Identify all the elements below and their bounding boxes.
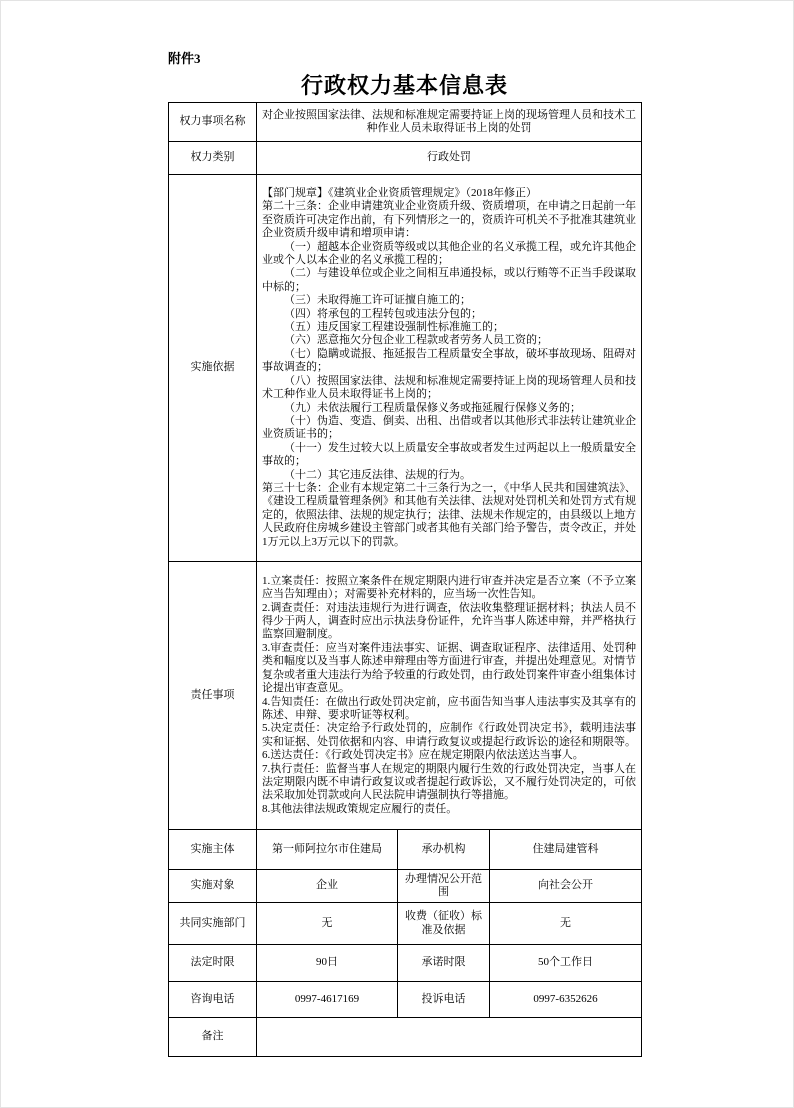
consult-phone-value: 0997-4617169 [257, 982, 398, 1018]
legal-paragraph: （六）恶意拖欠分包企业工程款或者劳务人员工资的； [284, 334, 548, 347]
impl-subject-value: 第一师阿拉尔市住建局 [257, 830, 398, 870]
legal-paragraph: 2.调查责任：对违法违规行为进行调查，依法收集整理证据材料；执法人员不得少于两人，调查时应出示执法身份证件，允许当事人陈述申辩，并严格执行监察回避制度。 [262, 601, 637, 641]
impl-target-value: 企业 [257, 870, 398, 903]
legal-paragraph: （二）与建设单位或企业之间相互串通投标，或以行贿等不正当手段谋取中标的； [262, 267, 637, 293]
legal-paragraph: 第二十三条：企业申请建筑业企业资质升级、资质增项，在申请之日起前一年至资质许可决定作出前，有下列情形之一的，资质许可机关不予批准其建筑业企业资质升级申请和增项申请： [262, 200, 637, 240]
legal-paragraph: （十二）其它违反法律、法规的行为。 [284, 468, 471, 481]
row-impl-basis [169, 175, 642, 562]
public-scope-label: 办理情况公开范围 [398, 870, 490, 903]
attachment-label: 附件3 [168, 51, 201, 66]
row-legal-limit [169, 945, 642, 982]
info-table [168, 102, 642, 1057]
legal-paragraph: （五）违反国家工程建设强制性标准施工的； [284, 321, 504, 334]
row-phones [169, 982, 642, 1018]
fee-standard-label: 收费（征收）标准及依据 [398, 903, 490, 945]
legal-paragraph: （八）按照国家法律、法规和标准规定需要持证上岗的现场管理人员和技术工种作业人员未取得证书上岗的； [262, 374, 637, 401]
legal-paragraph: 8.其他法律法规政策规定应履行的责任。 [262, 802, 458, 815]
handling-org-label: 承办机构 [398, 830, 490, 870]
duty-items-label: 责任事项 [169, 562, 257, 830]
legal-paragraph: （一）超越本企业资质等级或以其他企业的名义承揽工程，或允许其他企业或个人以本企业的名义承揽工程的； [262, 240, 637, 267]
impl-basis-content [257, 175, 642, 562]
row-joint-dept [169, 903, 642, 945]
impl-basis-label: 实施依据 [169, 175, 257, 562]
joint-dept-label: 共同实施部门 [169, 903, 257, 945]
impl-target-label: 实施对象 [169, 870, 257, 903]
legal-paragraph: （七）隐瞒或谎报、拖延报告工程质量安全事故，破坏事故现场、阻碍对事故调查的； [262, 347, 637, 374]
fee-standard-value: 无 [490, 903, 642, 945]
item-name-value: 对企业按照国家法律、法规和标准规定需要持证上岗的现场管理人员和技术工种作业人员未取得证书上岗的处罚 [257, 103, 642, 142]
legal-paragraph: （四）将承包的工程转包或违法分包的； [284, 307, 482, 320]
duty-items-content [257, 562, 642, 830]
legal-limit-label: 法定时限 [169, 945, 257, 982]
promised-limit-value: 50个工作日 [490, 945, 642, 982]
handling-org-value: 住建局建管科 [490, 830, 642, 870]
power-category-value: 行政处罚 [257, 142, 642, 175]
complaint-phone-label: 投诉电话 [398, 982, 490, 1018]
row-power-category [169, 142, 642, 175]
complaint-phone-value: 0997-6352626 [490, 982, 642, 1018]
legal-paragraph: 6.送达责任：《行政处罚决定书》应在规定期限内依法送达当事人。 [262, 749, 584, 762]
promised-limit-label: 承诺时限 [398, 945, 490, 982]
public-scope-value: 向社会公开 [490, 870, 642, 903]
legal-paragraph: （三）未取得施工许可证擅自施工的； [284, 294, 471, 307]
power-category-label: 权力类别 [169, 142, 257, 175]
legal-limit-value: 90日 [257, 945, 398, 982]
legal-paragraph: 第三十七条：企业有本规定第二十三条行为之一，《中华人民共和国建筑法》、《建设工程质量管理条例》和其他有关法律、法规对处罚机关和处罚方式有规定的，依照法律、法规的规定执行；法律、法规未作规定的，由县级以上地方人民政府住房城乡建设主管部门或者其他有关部门给予警告，责令改正，并处1万元以上3万元以下的罚款。 [262, 481, 637, 548]
remarks-label: 备注 [169, 1018, 257, 1057]
item-name-label: 权力事项名称 [169, 103, 257, 142]
legal-paragraph: 【部门规章】《建筑业企业资质管理规定》（2018年修正） [262, 187, 537, 200]
legal-paragraph: 5.决定责任：决定给予行政处罚的，应制作《行政处罚决定书》，载明违法事实和证据、处罚依据和内容、申请行政复议或提起行政诉讼的途径和期限等。 [262, 722, 637, 748]
remarks-value [257, 1018, 642, 1057]
legal-paragraph: 3.审查责任：应当对案件违法事实、证据、调查取证程序、法律适用、处罚种类和幅度以及当事人陈述申辩理由等方面进行审查，并提出处理意见。对情节复杂或者重大违法行为给予较重的行政处罚，由行政处罚案件审查小组集体讨论提出审查意见。 [262, 641, 637, 695]
row-impl-target [169, 870, 642, 903]
legal-paragraph: 4.告知责任：在做出行政处罚决定前，应书面告知当事人违法事实及其享有的陈述、申辩、要求听证等权利。 [262, 695, 637, 721]
impl-subject-label: 实施主体 [169, 830, 257, 870]
legal-paragraph: （十）伪造、变造、倒卖、出租、出借或者以其他形式非法转让建筑业企业资质证书的； [262, 414, 637, 441]
row-item-name [169, 103, 642, 142]
row-impl-subject [169, 830, 642, 870]
row-remarks [169, 1018, 642, 1057]
page-title: 行政权力基本信息表 [300, 73, 508, 98]
legal-paragraph: 1.立案责任：按照立案条件在规定期限内进行审查并决定是否立案（不予立案应当告知理由）；对需要补充材料的，应当场一次性告知。 [262, 574, 637, 601]
legal-paragraph: （十一）发生过较大以上质量安全事故或者发生过两起以上一般质量安全事故的； [262, 441, 637, 468]
row-duty-items [169, 562, 642, 830]
legal-paragraph: （九）未依法履行工程质量保修义务或拖延履行保修义务的； [284, 401, 581, 414]
consult-phone-label: 咨询电话 [169, 982, 257, 1018]
joint-dept-value: 无 [257, 903, 398, 945]
legal-paragraph: 7.执行责任：监督当事人在规定的期限内履行生效的行政处罚决定，当事人在法定期限内既不申请行政复议或者提起行政诉讼，又不履行处罚决定的，可依法采取加处罚款或向人民法院申请强制执行等措施。 [262, 762, 637, 802]
